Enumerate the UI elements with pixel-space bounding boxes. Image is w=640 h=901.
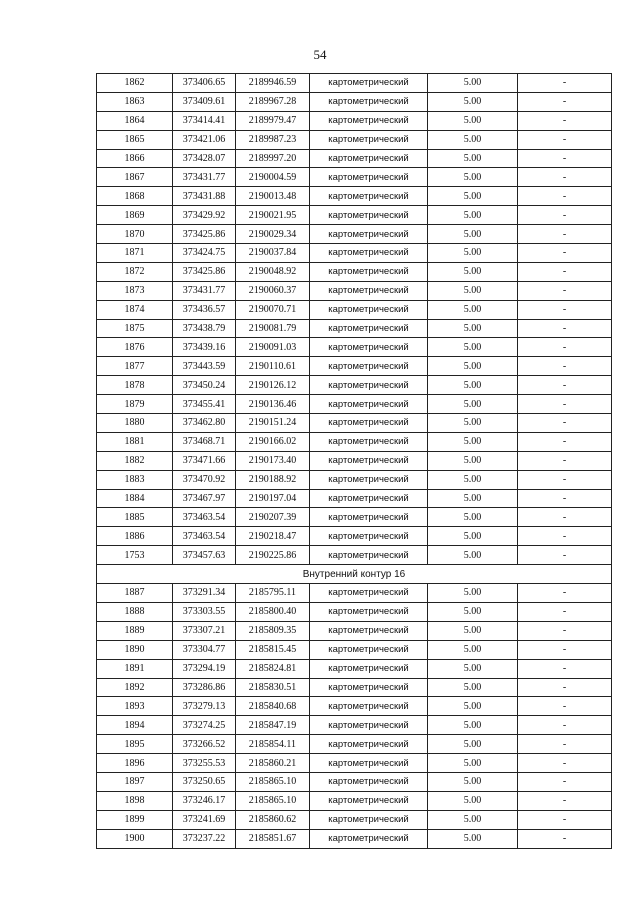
note-cell: - — [518, 281, 612, 300]
point-number-cell: 1887 — [97, 584, 173, 603]
coord-y-cell: 2185824.81 — [236, 659, 310, 678]
point-number-cell: 1896 — [97, 754, 173, 773]
table-row — [97, 470, 612, 489]
coord-y-cell: 2190188.92 — [236, 470, 310, 489]
coord-x-cell: 373303.55 — [173, 602, 236, 621]
note-cell: - — [518, 659, 612, 678]
coord-x-cell: 373431.88 — [173, 187, 236, 206]
coord-y-cell: 2185860.62 — [236, 810, 310, 829]
method-cell: картометрический — [310, 432, 428, 451]
coord-x-cell: 373286.86 — [173, 678, 236, 697]
coord-y-cell: 2190013.48 — [236, 187, 310, 206]
note-cell: - — [518, 716, 612, 735]
point-number-cell: 1892 — [97, 678, 173, 697]
note-cell: - — [518, 92, 612, 111]
point-number-cell: 1873 — [97, 281, 173, 300]
coord-x-cell: 373237.22 — [173, 829, 236, 848]
note-cell: - — [518, 414, 612, 433]
note-cell: - — [518, 451, 612, 470]
note-cell: - — [518, 187, 612, 206]
coord-y-cell: 2185840.68 — [236, 697, 310, 716]
table-row — [97, 262, 612, 281]
coord-y-cell: 2185795.11 — [236, 584, 310, 603]
note-cell: - — [518, 395, 612, 414]
method-cell: картометрический — [310, 376, 428, 395]
coord-x-cell: 373443.59 — [173, 357, 236, 376]
point-number-cell: 1867 — [97, 168, 173, 187]
accuracy-cell: 5.00 — [428, 206, 518, 225]
table-row — [97, 546, 612, 565]
method-cell: картометрический — [310, 659, 428, 678]
point-number-cell: 1899 — [97, 810, 173, 829]
coord-y-cell: 2190004.59 — [236, 168, 310, 187]
method-cell: картометрический — [310, 74, 428, 93]
note-cell: - — [518, 168, 612, 187]
coord-x-cell: 373431.77 — [173, 168, 236, 187]
method-cell: картометрический — [310, 810, 428, 829]
method-cell: картометрический — [310, 451, 428, 470]
accuracy-cell: 5.00 — [428, 376, 518, 395]
note-cell: - — [518, 470, 612, 489]
note-cell: - — [518, 262, 612, 281]
accuracy-cell: 5.00 — [428, 621, 518, 640]
table-row — [97, 716, 612, 735]
coord-y-cell: 2185830.51 — [236, 678, 310, 697]
method-cell: картометрический — [310, 754, 428, 773]
coord-x-cell: 373274.25 — [173, 716, 236, 735]
note-cell: - — [518, 621, 612, 640]
point-number-cell: 1890 — [97, 640, 173, 659]
point-number-cell: 1897 — [97, 772, 173, 791]
table-row — [97, 319, 612, 338]
coord-y-cell: 2190173.40 — [236, 451, 310, 470]
note-cell: - — [518, 432, 612, 451]
accuracy-cell: 5.00 — [428, 451, 518, 470]
method-cell: картометрический — [310, 357, 428, 376]
method-cell: картометрический — [310, 508, 428, 527]
point-number-cell: 1872 — [97, 262, 173, 281]
coord-x-cell: 373429.92 — [173, 206, 236, 225]
accuracy-cell: 5.00 — [428, 300, 518, 319]
method-cell: картометрический — [310, 546, 428, 565]
section-row — [97, 565, 612, 584]
note-cell: - — [518, 111, 612, 130]
method-cell: картометрический — [310, 149, 428, 168]
coord-x-cell: 373425.86 — [173, 262, 236, 281]
accuracy-cell: 5.00 — [428, 149, 518, 168]
method-cell: картометрический — [310, 111, 428, 130]
coord-y-cell: 2185809.35 — [236, 621, 310, 640]
table-row — [97, 92, 612, 111]
method-cell: картометрический — [310, 829, 428, 848]
coord-y-cell: 2185851.67 — [236, 829, 310, 848]
method-cell: картометрический — [310, 262, 428, 281]
coord-y-cell: 2185865.10 — [236, 791, 310, 810]
coord-y-cell: 2189979.47 — [236, 111, 310, 130]
coordinates-table — [96, 73, 612, 849]
coord-x-cell: 373294.19 — [173, 659, 236, 678]
accuracy-cell: 5.00 — [428, 168, 518, 187]
accuracy-cell: 5.00 — [428, 810, 518, 829]
point-number-cell: 1881 — [97, 432, 173, 451]
accuracy-cell: 5.00 — [428, 659, 518, 678]
coord-y-cell: 2190136.46 — [236, 395, 310, 414]
table-row — [97, 640, 612, 659]
point-number-cell: 1753 — [97, 546, 173, 565]
coord-y-cell: 2185854.11 — [236, 735, 310, 754]
accuracy-cell: 5.00 — [428, 338, 518, 357]
table-row — [97, 300, 612, 319]
table-row — [97, 754, 612, 773]
coord-x-cell: 373438.79 — [173, 319, 236, 338]
table-row — [97, 74, 612, 93]
coord-x-cell: 373291.34 — [173, 584, 236, 603]
method-cell: картометрический — [310, 735, 428, 754]
accuracy-cell: 5.00 — [428, 319, 518, 338]
coord-x-cell: 373455.41 — [173, 395, 236, 414]
coord-y-cell: 2190126.12 — [236, 376, 310, 395]
table-row — [97, 659, 612, 678]
coord-x-cell: 373462.80 — [173, 414, 236, 433]
coord-x-cell: 373279.13 — [173, 697, 236, 716]
point-number-cell: 1877 — [97, 357, 173, 376]
point-number-cell: 1894 — [97, 716, 173, 735]
point-number-cell: 1889 — [97, 621, 173, 640]
point-number-cell: 1891 — [97, 659, 173, 678]
accuracy-cell: 5.00 — [428, 584, 518, 603]
point-number-cell: 1898 — [97, 791, 173, 810]
accuracy-cell: 5.00 — [428, 602, 518, 621]
coord-x-cell: 373471.66 — [173, 451, 236, 470]
coord-x-cell: 373414.41 — [173, 111, 236, 130]
accuracy-cell: 5.00 — [428, 111, 518, 130]
point-number-cell: 1876 — [97, 338, 173, 357]
accuracy-cell: 5.00 — [428, 489, 518, 508]
table-row — [97, 338, 612, 357]
method-cell: картометрический — [310, 772, 428, 791]
method-cell: картометрический — [310, 225, 428, 244]
table-row — [97, 451, 612, 470]
coord-y-cell: 2185847.19 — [236, 716, 310, 735]
coord-y-cell: 2190037.84 — [236, 244, 310, 263]
note-cell: - — [518, 527, 612, 546]
table-row — [97, 508, 612, 527]
note-cell: - — [518, 225, 612, 244]
note-cell: - — [518, 754, 612, 773]
coord-y-cell: 2189997.20 — [236, 149, 310, 168]
coord-y-cell: 2190091.03 — [236, 338, 310, 357]
accuracy-cell: 5.00 — [428, 527, 518, 546]
coord-x-cell: 373424.75 — [173, 244, 236, 263]
method-cell: картометрический — [310, 640, 428, 659]
point-number-cell: 1866 — [97, 149, 173, 168]
method-cell: картометрический — [310, 92, 428, 111]
method-cell: картометрический — [310, 621, 428, 640]
note-cell: - — [518, 640, 612, 659]
accuracy-cell: 5.00 — [428, 678, 518, 697]
note-cell: - — [518, 300, 612, 319]
point-number-cell: 1880 — [97, 414, 173, 433]
point-number-cell: 1870 — [97, 225, 173, 244]
accuracy-cell: 5.00 — [428, 772, 518, 791]
note-cell: - — [518, 74, 612, 93]
method-cell: картометрический — [310, 300, 428, 319]
note-cell: - — [518, 357, 612, 376]
accuracy-cell: 5.00 — [428, 546, 518, 565]
accuracy-cell: 5.00 — [428, 508, 518, 527]
coord-y-cell: 2190166.02 — [236, 432, 310, 451]
table-row — [97, 187, 612, 206]
coord-x-cell: 373467.97 — [173, 489, 236, 508]
point-number-cell: 1875 — [97, 319, 173, 338]
table-row — [97, 206, 612, 225]
coord-y-cell: 2189987.23 — [236, 130, 310, 149]
table-row — [97, 168, 612, 187]
accuracy-cell: 5.00 — [428, 640, 518, 659]
coord-x-cell: 373304.77 — [173, 640, 236, 659]
method-cell: картометрический — [310, 414, 428, 433]
coord-x-cell: 373246.17 — [173, 791, 236, 810]
coord-y-cell: 2185860.21 — [236, 754, 310, 773]
accuracy-cell: 5.00 — [428, 414, 518, 433]
coord-x-cell: 373266.52 — [173, 735, 236, 754]
table-row — [97, 584, 612, 603]
table-row — [97, 810, 612, 829]
table-row — [97, 244, 612, 263]
note-cell: - — [518, 130, 612, 149]
point-number-cell: 1871 — [97, 244, 173, 263]
table-row — [97, 772, 612, 791]
accuracy-cell: 5.00 — [428, 432, 518, 451]
table-row — [97, 111, 612, 130]
method-cell: картометрический — [310, 395, 428, 414]
coord-x-cell: 373406.65 — [173, 74, 236, 93]
coord-y-cell: 2190218.47 — [236, 527, 310, 546]
note-cell: - — [518, 149, 612, 168]
method-cell: картометрический — [310, 244, 428, 263]
point-number-cell: 1868 — [97, 187, 173, 206]
coord-x-cell: 373428.07 — [173, 149, 236, 168]
note-cell: - — [518, 829, 612, 848]
accuracy-cell: 5.00 — [428, 244, 518, 263]
coord-x-cell: 373439.16 — [173, 338, 236, 357]
point-number-cell: 1900 — [97, 829, 173, 848]
point-number-cell: 1886 — [97, 527, 173, 546]
table-row — [97, 697, 612, 716]
table-row — [97, 527, 612, 546]
point-number-cell: 1863 — [97, 92, 173, 111]
accuracy-cell: 5.00 — [428, 735, 518, 754]
coord-y-cell: 2190197.04 — [236, 489, 310, 508]
coord-x-cell: 373255.53 — [173, 754, 236, 773]
accuracy-cell: 5.00 — [428, 262, 518, 281]
accuracy-cell: 5.00 — [428, 697, 518, 716]
note-cell: - — [518, 206, 612, 225]
coord-y-cell: 2185865.10 — [236, 772, 310, 791]
note-cell: - — [518, 338, 612, 357]
accuracy-cell: 5.00 — [428, 791, 518, 810]
coord-y-cell: 2190225.86 — [236, 546, 310, 565]
note-cell: - — [518, 508, 612, 527]
point-number-cell: 1862 — [97, 74, 173, 93]
method-cell: картометрический — [310, 678, 428, 697]
method-cell: картометрический — [310, 489, 428, 508]
coord-x-cell: 373307.21 — [173, 621, 236, 640]
note-cell: - — [518, 678, 612, 697]
coord-y-cell: 2190070.71 — [236, 300, 310, 319]
table-row — [97, 489, 612, 508]
table-row — [97, 225, 612, 244]
table-row — [97, 376, 612, 395]
note-cell: - — [518, 697, 612, 716]
table-row — [97, 130, 612, 149]
accuracy-cell: 5.00 — [428, 92, 518, 111]
accuracy-cell: 5.00 — [428, 395, 518, 414]
accuracy-cell: 5.00 — [428, 357, 518, 376]
accuracy-cell: 5.00 — [428, 281, 518, 300]
point-number-cell: 1882 — [97, 451, 173, 470]
method-cell: картометрический — [310, 716, 428, 735]
table-row — [97, 432, 612, 451]
coord-x-cell: 373431.77 — [173, 281, 236, 300]
point-number-cell: 1883 — [97, 470, 173, 489]
method-cell: картометрический — [310, 602, 428, 621]
point-number-cell: 1869 — [97, 206, 173, 225]
note-cell: - — [518, 489, 612, 508]
method-cell: картометрический — [310, 168, 428, 187]
table-row — [97, 357, 612, 376]
table-row — [97, 414, 612, 433]
coord-x-cell: 373450.24 — [173, 376, 236, 395]
table-row — [97, 621, 612, 640]
coord-y-cell: 2185815.45 — [236, 640, 310, 659]
note-cell: - — [518, 772, 612, 791]
method-cell: картометрический — [310, 281, 428, 300]
note-cell: - — [518, 584, 612, 603]
point-number-cell: 1878 — [97, 376, 173, 395]
note-cell: - — [518, 791, 612, 810]
coord-x-cell: 373436.57 — [173, 300, 236, 319]
note-cell: - — [518, 319, 612, 338]
accuracy-cell: 5.00 — [428, 754, 518, 773]
accuracy-cell: 5.00 — [428, 187, 518, 206]
coord-x-cell: 373468.71 — [173, 432, 236, 451]
note-cell: - — [518, 244, 612, 263]
table-row — [97, 678, 612, 697]
coord-y-cell: 2190029.34 — [236, 225, 310, 244]
coord-x-cell: 373463.54 — [173, 527, 236, 546]
method-cell: картометрический — [310, 470, 428, 489]
note-cell: - — [518, 546, 612, 565]
coord-y-cell: 2189967.28 — [236, 92, 310, 111]
method-cell: картометрический — [310, 319, 428, 338]
method-cell: картометрический — [310, 791, 428, 810]
accuracy-cell: 5.00 — [428, 225, 518, 244]
table-row — [97, 735, 612, 754]
point-number-cell: 1864 — [97, 111, 173, 130]
point-number-cell: 1879 — [97, 395, 173, 414]
method-cell: картометрический — [310, 584, 428, 603]
coord-x-cell: 373457.63 — [173, 546, 236, 565]
accuracy-cell: 5.00 — [428, 470, 518, 489]
coord-x-cell: 373241.69 — [173, 810, 236, 829]
table-row — [97, 281, 612, 300]
coord-y-cell: 2189946.59 — [236, 74, 310, 93]
coord-y-cell: 2185800.40 — [236, 602, 310, 621]
coord-y-cell: 2190021.95 — [236, 206, 310, 225]
method-cell: картометрический — [310, 527, 428, 546]
accuracy-cell: 5.00 — [428, 716, 518, 735]
coord-x-cell: 373425.86 — [173, 225, 236, 244]
coord-x-cell: 373463.54 — [173, 508, 236, 527]
method-cell: картометрический — [310, 206, 428, 225]
section-title: Внутренний контур 16 — [97, 565, 612, 584]
note-cell: - — [518, 810, 612, 829]
coord-x-cell: 373409.61 — [173, 92, 236, 111]
page-number: 54 — [313, 47, 327, 62]
coord-x-cell: 373421.06 — [173, 130, 236, 149]
table-row — [97, 149, 612, 168]
coord-x-cell: 373470.92 — [173, 470, 236, 489]
coord-y-cell: 2190048.92 — [236, 262, 310, 281]
table-row — [97, 829, 612, 848]
coord-y-cell: 2190060.37 — [236, 281, 310, 300]
point-number-cell: 1884 — [97, 489, 173, 508]
coord-x-cell: 373250.65 — [173, 772, 236, 791]
table-row — [97, 395, 612, 414]
method-cell: картометрический — [310, 187, 428, 206]
table-row — [97, 602, 612, 621]
table-row — [97, 791, 612, 810]
point-number-cell: 1885 — [97, 508, 173, 527]
note-cell: - — [518, 735, 612, 754]
accuracy-cell: 5.00 — [428, 130, 518, 149]
coord-y-cell: 2190207.39 — [236, 508, 310, 527]
point-number-cell: 1874 — [97, 300, 173, 319]
coord-y-cell: 2190081.79 — [236, 319, 310, 338]
point-number-cell: 1865 — [97, 130, 173, 149]
method-cell: картометрический — [310, 697, 428, 716]
coordinates-table-body — [97, 74, 612, 849]
method-cell: картометрический — [310, 130, 428, 149]
point-number-cell: 1888 — [97, 602, 173, 621]
coord-y-cell: 2190110.61 — [236, 357, 310, 376]
accuracy-cell: 5.00 — [428, 829, 518, 848]
point-number-cell: 1895 — [97, 735, 173, 754]
note-cell: - — [518, 376, 612, 395]
accuracy-cell: 5.00 — [428, 74, 518, 93]
point-number-cell: 1893 — [97, 697, 173, 716]
note-cell: - — [518, 602, 612, 621]
coord-y-cell: 2190151.24 — [236, 414, 310, 433]
method-cell: картометрический — [310, 338, 428, 357]
